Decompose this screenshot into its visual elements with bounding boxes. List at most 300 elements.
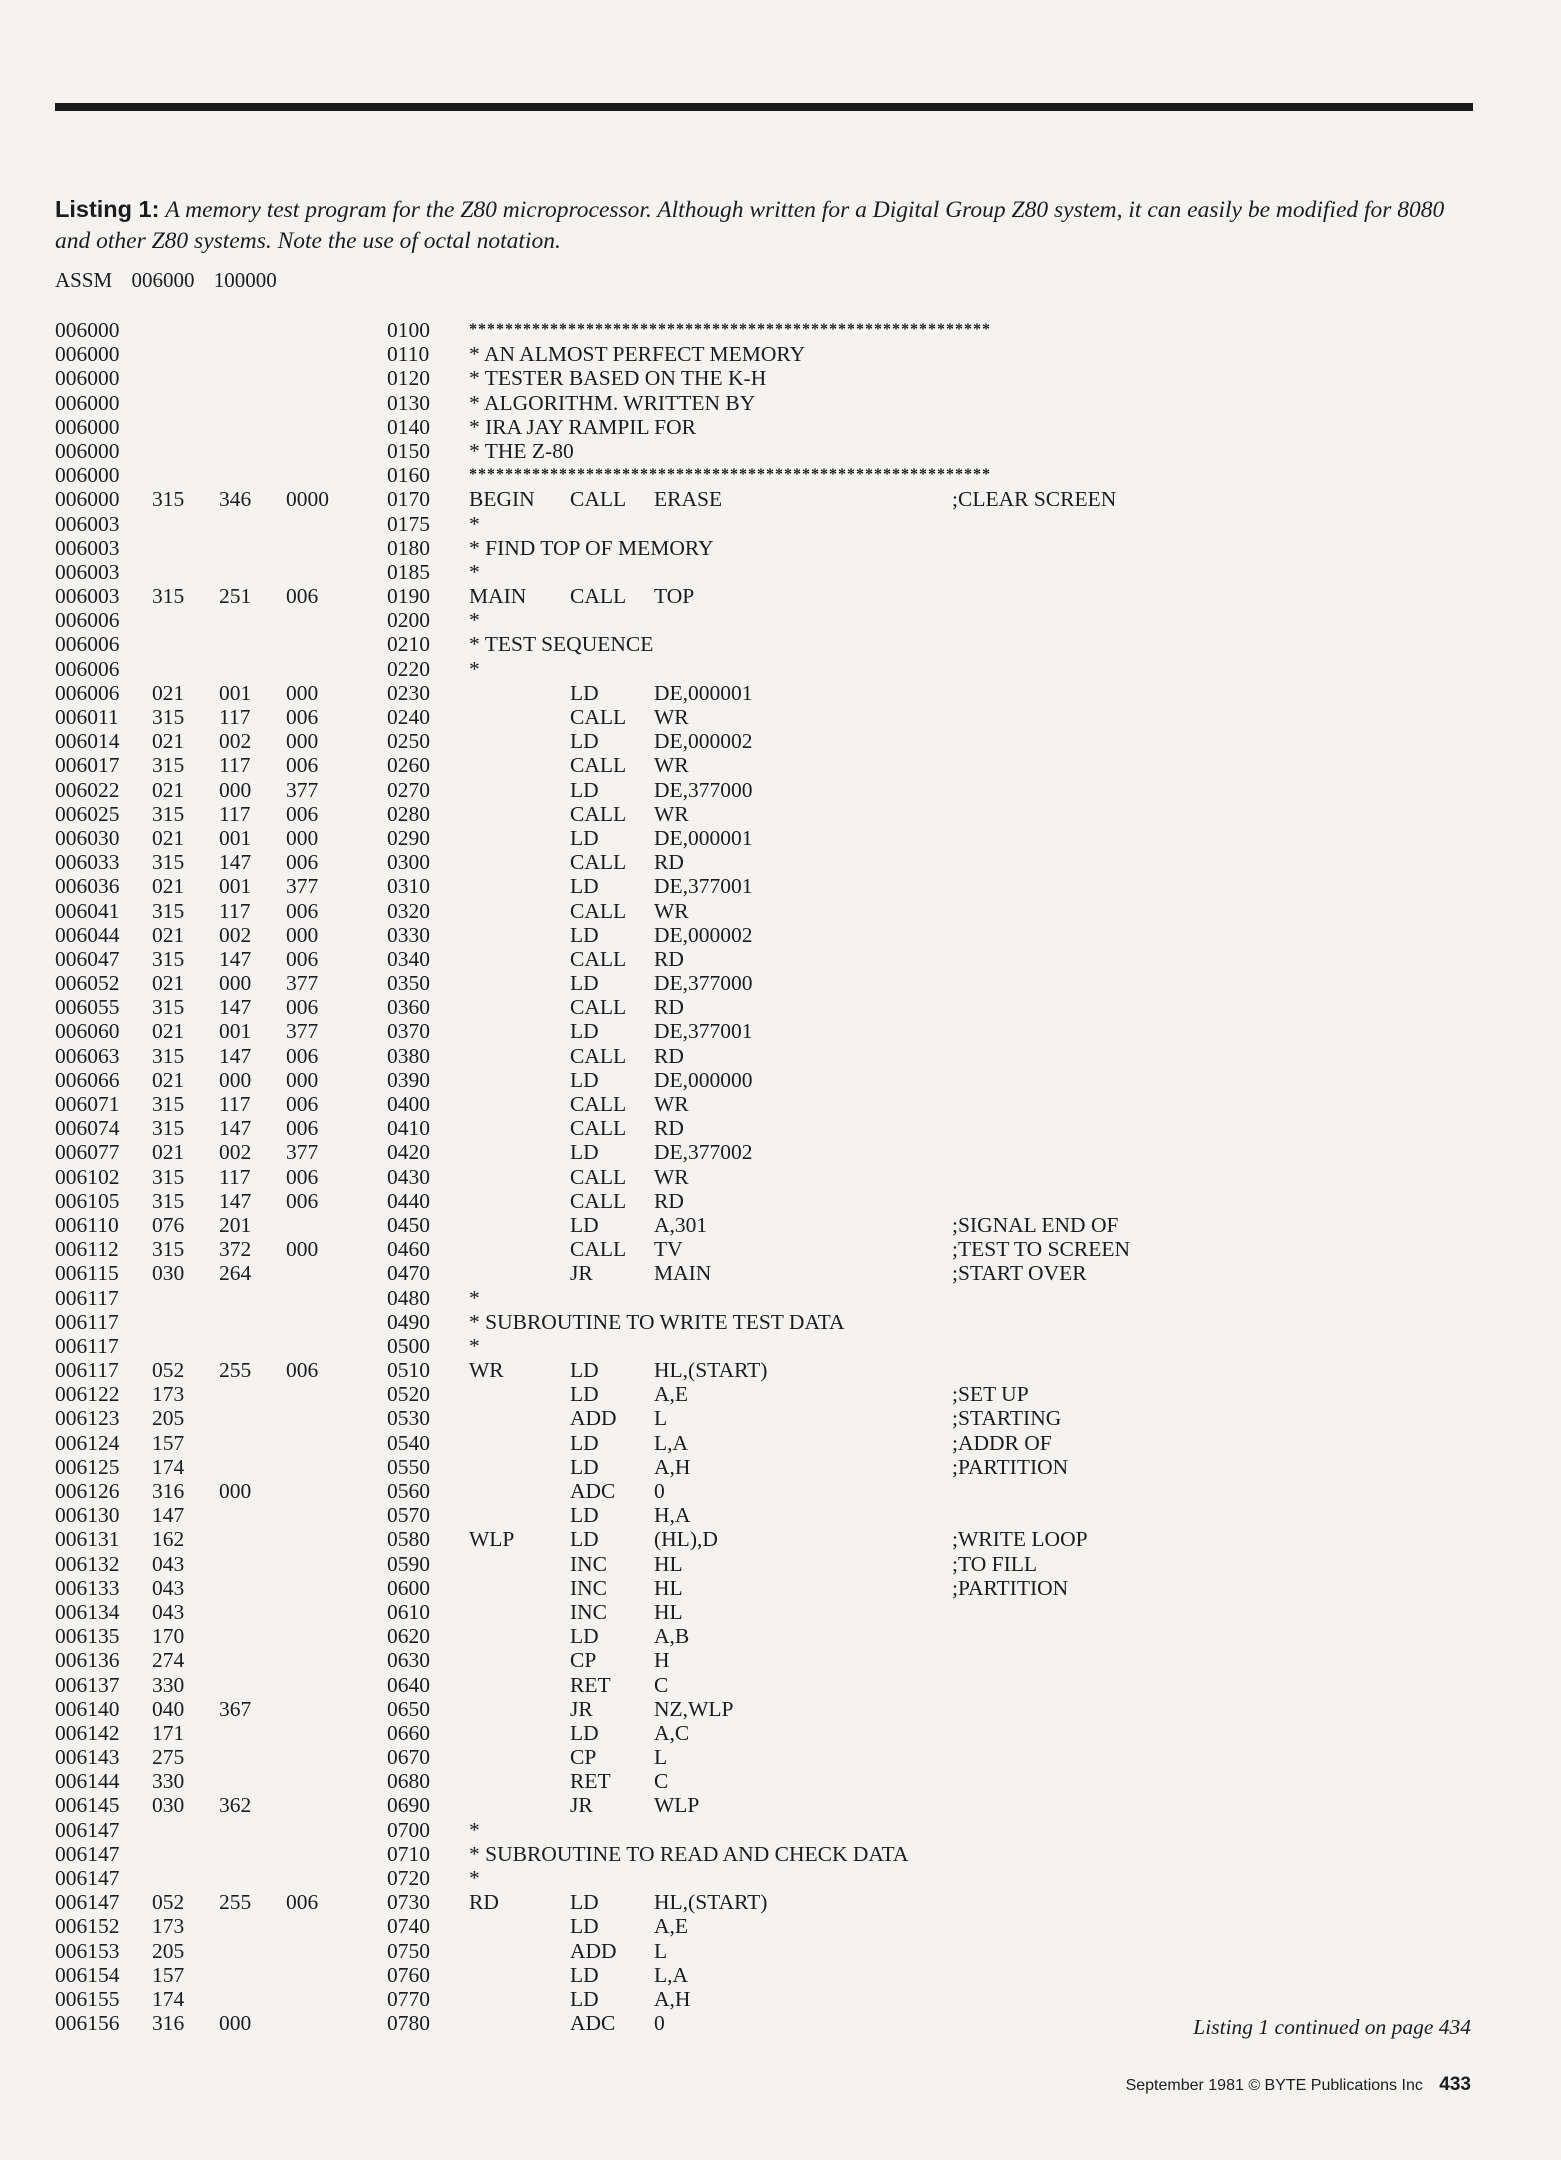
opcode: JR [570,1793,593,1818]
listing-row [0,899,1561,923]
line-number: 0290 [387,825,430,850]
listing-row [0,1165,1561,1189]
line-number: 0420 [387,1140,430,1165]
byte-3: 006 [286,850,319,875]
opcode: ADD [570,1938,617,1963]
label: WR [469,1358,504,1383]
byte-3: 000 [286,922,319,947]
address: 006115 [55,1261,119,1286]
address: 006000 [55,414,120,439]
continued-note: Listing 1 continued on page 434 [1193,2015,1471,2039]
byte-3: 377 [286,1140,319,1165]
listing-row [0,1479,1561,1503]
opcode: LD [570,1454,599,1479]
label: RD [469,1890,499,1915]
listing-row [0,995,1561,1019]
listing-row [0,608,1561,632]
address: 006006 [55,608,120,633]
line-number: 0710 [387,1841,430,1866]
label: WLP [469,1527,515,1552]
line-number: 0460 [387,1237,430,1262]
comment-text: * TESTER BASED ON THE K-H [469,366,767,391]
address: 006003 [55,584,120,609]
byte-3: 006 [286,995,319,1020]
byte-2: 001 [219,1019,252,1044]
address: 006025 [55,801,120,826]
listing-row [0,1939,1561,1963]
byte-2: 147 [219,1188,252,1213]
opcode: LD [570,922,599,947]
listing-row [0,1745,1561,1769]
comment-text: * FIND TOP OF MEMORY [469,535,714,560]
byte-2: 251 [219,584,252,609]
address: 006000 [55,366,120,391]
listing-row [0,415,1561,439]
address: 006140 [55,1696,120,1721]
line-number: 0580 [387,1527,430,1552]
opcode: INC [570,1551,608,1576]
line-number: 0340 [387,946,430,971]
byte-3: 006 [286,753,319,778]
byte-2: 001 [219,825,252,850]
opcode: CALL [570,1116,627,1141]
byte-1: 205 [152,1938,185,1963]
byte-1: 330 [152,1672,185,1697]
listing-row [0,1286,1561,1310]
listing-caption [55,194,1475,257]
listing-row [0,1140,1561,1164]
byte-1: 173 [152,1382,185,1407]
operand: HL [654,1551,683,1576]
listing-row [0,729,1561,753]
opcode: LD [570,1140,599,1165]
line-number: 0520 [387,1382,430,1407]
byte-1: 315 [152,801,185,826]
opcode: RET [570,1672,611,1697]
byte-3: 006 [286,1890,319,1915]
address: 006126 [55,1479,120,1503]
address: 006125 [55,1454,120,1479]
listing-row [0,826,1561,850]
byte-2: 000 [219,2011,252,2036]
byte-3: 377 [286,874,319,899]
address: 006041 [55,898,120,923]
line-number: 0450 [387,1212,430,1237]
line-number: 0180 [387,535,430,560]
opcode: LD [570,1962,599,1987]
byte-1: 021 [152,1140,185,1165]
operand: HL,(START) [654,1358,768,1383]
byte-1: 021 [152,922,185,947]
opcode: LD [570,874,599,899]
line-number: 0620 [387,1624,430,1649]
comment: ;TEST TO SCREEN [952,1237,1131,1262]
listing-row [0,584,1561,608]
listing-row [0,1019,1561,1043]
comment: ;PARTITION [952,1454,1069,1479]
byte-1: 147 [152,1503,185,1528]
comment-text: * AN ALMOST PERFECT MEMORY [469,342,806,367]
address: 006117 [55,1309,119,1334]
comment: ;CLEAR SCREEN [952,487,1117,512]
address: 006055 [55,995,120,1020]
byte-2: 372 [219,1237,252,1262]
address: 006123 [55,1406,120,1431]
address: 006052 [55,971,120,996]
byte-3: 000 [286,825,319,850]
address: 006147 [55,1890,120,1915]
operand: L,A [654,1430,689,1455]
listing-row [0,366,1561,390]
address: 006033 [55,850,120,875]
operand: (HL),D [654,1527,718,1552]
operand: DE,000001 [654,825,753,850]
opcode: LD [570,1382,599,1407]
listing-row [0,1092,1561,1116]
address: 006130 [55,1503,120,1528]
operand: A,E [654,1914,689,1939]
address: 006030 [55,825,120,850]
line-number: 0210 [387,632,430,657]
comment: ;ADDR OF [952,1430,1052,1455]
line-number: 0310 [387,874,430,899]
address: 006066 [55,1067,120,1092]
byte-2: 000 [219,1067,252,1092]
byte-1: 170 [152,1624,185,1649]
opcode: JR [570,1696,593,1721]
byte-1: 021 [152,729,185,754]
address: 006124 [55,1430,120,1455]
listing-row [0,1334,1561,1358]
star-rule: ********************************************************** [469,321,991,338]
listing-row [0,1987,1561,2011]
byte-3: 000 [286,680,319,705]
comment-text: * SUBROUTINE TO READ AND CHECK DATA [469,1841,909,1866]
listing-row [0,439,1561,463]
byte-1: 076 [152,1212,185,1237]
line-number: 0270 [387,777,430,802]
byte-3: 006 [286,1358,319,1383]
opcode: ADC [570,2011,616,2036]
line-number: 0760 [387,1962,430,1987]
address: 006155 [55,1986,120,2011]
address: 006000 [55,487,120,512]
byte-3: 006 [286,898,319,923]
line-number: 0330 [387,922,430,947]
byte-1: 021 [152,1067,185,1092]
byte-3: 006 [286,1092,319,1116]
byte-3: 000 [286,1067,319,1092]
opcode: LD [570,1624,599,1649]
comment-text: * [469,1333,480,1358]
byte-2: 117 [219,1164,251,1189]
comment-text: * [469,559,480,584]
byte-2: 201 [219,1212,252,1237]
top-rule [55,103,1473,111]
listing-row [0,463,1561,487]
operand: H,A [654,1503,691,1528]
byte-1: 274 [152,1648,185,1673]
line-number: 0120 [387,366,430,391]
operand: WR [654,1092,689,1116]
listing-row [0,1310,1561,1334]
address: 006006 [55,632,120,657]
listing-row [0,560,1561,584]
byte-1: 205 [152,1406,185,1431]
byte-1: 030 [152,1261,185,1286]
byte-2: 117 [219,801,251,826]
byte-2: 001 [219,680,252,705]
comment-text: * ALGORITHM. WRITTEN BY [469,390,756,415]
address: 006022 [55,777,120,802]
operand: A,H [654,1986,691,2011]
operand: TV [654,1237,683,1262]
line-number: 0640 [387,1672,430,1697]
operand: RD [654,995,684,1020]
line-number: 0700 [387,1817,430,1842]
operand: L [654,1406,668,1431]
listing-row [0,536,1561,560]
opcode: CALL [570,1043,627,1068]
operand: MAIN [654,1261,712,1286]
line-number: 0750 [387,1938,430,1963]
line-number: 0150 [387,438,430,463]
operand: DE,000002 [654,729,753,754]
byte-2: 002 [219,1140,252,1165]
comment-text: * TEST SEQUENCE [469,632,654,657]
address: 006071 [55,1092,120,1116]
line-number: 0440 [387,1188,430,1213]
code-listing [0,318,1561,2035]
listing-row [0,1890,1561,1914]
operand: L [654,1938,668,1963]
label: BEGIN [469,487,535,512]
byte-1: 171 [152,1720,185,1745]
listing-row [0,1552,1561,1576]
byte-3: 377 [286,971,319,996]
opcode: CALL [570,801,627,826]
operand: DE,000001 [654,680,753,705]
comment: ;TO FILL [952,1551,1038,1576]
address: 006117 [55,1285,119,1310]
operand: DE,377001 [654,1019,753,1044]
operand: C [654,1769,669,1794]
address: 006063 [55,1043,120,1068]
operand: WR [654,898,689,923]
byte-1: 157 [152,1962,185,1987]
byte-1: 162 [152,1527,185,1552]
address: 006153 [55,1938,120,1963]
listing-row [0,1793,1561,1817]
address: 006003 [55,535,120,560]
byte-1: 316 [152,2011,185,2036]
operand: A,E [654,1382,689,1407]
line-number: 0190 [387,584,430,609]
listing-row [0,874,1561,898]
line-number: 0780 [387,2011,430,2036]
operand: A,B [654,1624,690,1649]
caption-lead: Listing 1: [55,196,160,222]
address: 006003 [55,511,120,536]
listing-row [0,1358,1561,1382]
asm-start: 006000 [131,268,195,292]
comment: ;START OVER [952,1261,1087,1286]
page-number: 433 [1439,2074,1471,2095]
star-rule: ********************************************************** [469,466,991,484]
listing-row [0,1044,1561,1068]
listing-row [0,1431,1561,1455]
byte-2: 346 [219,487,252,512]
byte-2: 255 [219,1358,252,1383]
line-number: 0360 [387,995,430,1020]
line-number: 0470 [387,1261,430,1286]
byte-3: 006 [286,705,319,729]
comment-text: * [469,1817,480,1842]
line-number: 0540 [387,1430,430,1455]
address: 006036 [55,874,120,899]
listing-row [0,1237,1561,1261]
listing-row [0,391,1561,415]
comment: ;PARTITION [952,1575,1069,1600]
byte-2: 001 [219,874,252,899]
opcode: LD [570,1720,599,1745]
line-number: 0590 [387,1551,430,1576]
listing-row [0,1697,1561,1721]
opcode: CP [570,1745,597,1770]
address: 006112 [55,1237,119,1262]
opcode: LD [570,1430,599,1455]
opcode: CALL [570,1237,627,1262]
byte-2: 147 [219,850,252,875]
label: MAIN [469,584,527,609]
operand: WR [654,753,689,778]
operand: DE,000000 [654,1067,753,1092]
address: 006142 [55,1720,120,1745]
opcode: ADC [570,1479,616,1503]
byte-3: 006 [286,801,319,826]
listing-row [0,1503,1561,1527]
line-number: 0390 [387,1067,430,1092]
opcode: CALL [570,946,627,971]
address: 006000 [55,438,120,463]
byte-2: 117 [219,898,251,923]
opcode: CP [570,1648,597,1673]
operand: C [654,1672,669,1697]
byte-1: 021 [152,680,185,705]
page-footer [1126,2074,1471,2096]
comment: ;SET UP [952,1382,1029,1407]
listing-row [0,923,1561,947]
line-number: 0370 [387,1019,430,1044]
byte-1: 157 [152,1430,185,1455]
byte-1: 021 [152,1019,185,1044]
operand: RD [654,1188,684,1213]
byte-3: 006 [286,1116,319,1141]
line-number: 0280 [387,801,430,826]
byte-3: 006 [286,1164,319,1189]
byte-1: 315 [152,850,185,875]
byte-3: 0000 [286,487,329,512]
opcode: ADD [570,1406,617,1431]
listing-row [0,632,1561,656]
comment: ;WRITE LOOP [952,1527,1088,1552]
opcode: CALL [570,898,627,923]
comment-text: * SUBROUTINE TO WRITE TEST DATA [469,1309,845,1334]
comment-text: * IRA JAY RAMPIL FOR [469,414,696,439]
byte-1: 315 [152,487,185,512]
listing-row [0,1963,1561,1987]
listing-row [0,947,1561,971]
byte-2: 255 [219,1890,252,1915]
byte-2: 147 [219,1116,252,1141]
operand: H [654,1648,670,1673]
byte-1: 040 [152,1696,185,1721]
operand: HL [654,1575,683,1600]
line-number: 0680 [387,1769,430,1794]
opcode: LD [570,1212,599,1237]
byte-1: 174 [152,1986,185,2011]
line-number: 0380 [387,1043,430,1068]
byte-1: 315 [152,1043,185,1068]
address: 006154 [55,1962,120,1987]
operand: WR [654,1164,689,1189]
operand: DE,000002 [654,922,753,947]
opcode: INC [570,1575,608,1600]
address: 006147 [55,1817,120,1842]
comment-text: * [469,1866,480,1890]
listing-row [0,1068,1561,1092]
byte-1: 315 [152,946,185,971]
opcode: LD [570,1527,599,1552]
byte-1: 043 [152,1599,185,1624]
listing-row [0,1455,1561,1479]
opcode: CALL [570,487,627,512]
address: 006152 [55,1914,120,1939]
byte-1: 021 [152,874,185,899]
listing-row [0,753,1561,777]
address: 006014 [55,729,120,754]
comment-text: * [469,1285,480,1310]
address: 006117 [55,1358,119,1383]
opcode: LD [570,825,599,850]
byte-3: 000 [286,1237,319,1262]
operand: RD [654,1043,684,1068]
listing-row [0,487,1561,511]
address: 006006 [55,680,120,705]
address: 006136 [55,1648,120,1673]
byte-2: 000 [219,1479,252,1503]
listing-row [0,850,1561,874]
opcode: CALL [570,753,627,778]
opcode: LD [570,1358,599,1383]
listing-row [0,1527,1561,1551]
byte-2: 147 [219,995,252,1020]
address: 006003 [55,559,120,584]
line-number: 0100 [387,318,430,342]
address: 006134 [55,1599,120,1624]
line-number: 0610 [387,1599,430,1624]
listing-row [0,1213,1561,1237]
operand: A,301 [654,1212,708,1237]
opcode: LD [570,1986,599,2011]
operand: A,C [654,1720,690,1745]
byte-2: 002 [219,729,252,754]
operand: HL,(START) [654,1890,768,1915]
line-number: 0670 [387,1745,430,1770]
address: 006122 [55,1382,120,1407]
operand: TOP [654,584,695,609]
operand: WLP [654,1793,700,1818]
